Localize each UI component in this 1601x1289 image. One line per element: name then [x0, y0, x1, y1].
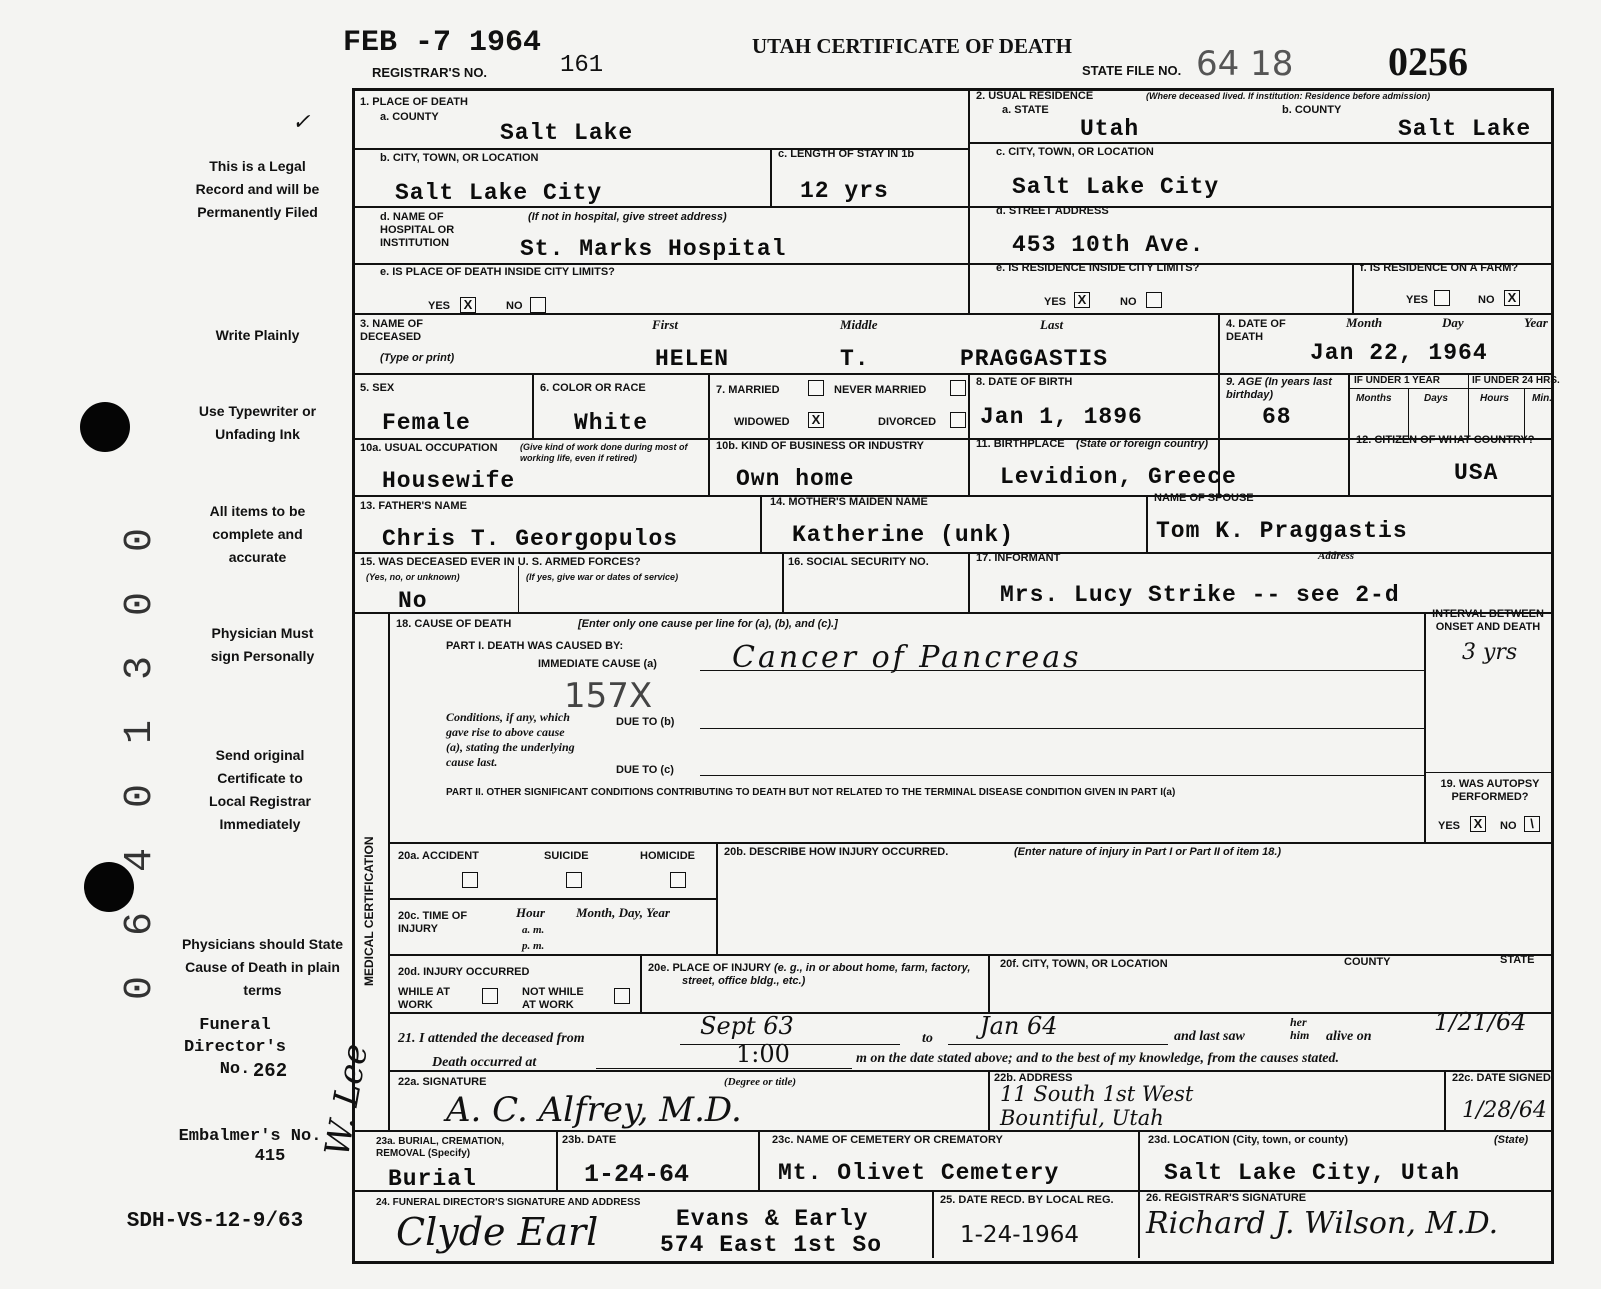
state-file-handwritten: 64 18 [1196, 44, 1294, 84]
injury-state-label: STATE [1500, 954, 1535, 966]
occupation-label: 10a. USUAL OCCUPATION [360, 442, 498, 454]
burial-date-value: 1-24-64 [584, 1160, 690, 1189]
attended-to-value: Jan 64 [980, 1012, 1058, 1040]
place-injury-note: (e. g., in or about home, farm, factory, street, office bldg., etc.) [682, 962, 971, 987]
county-label: a. COUNTY [380, 111, 439, 123]
injury-how-label: 20b. DESCRIBE HOW INJURY OCCURRED. [724, 846, 949, 858]
certificate-title: UTAH CERTIFICATE OF DEATH [752, 34, 1072, 58]
ssn-label: 16. SOCIAL SECURITY NO. [788, 556, 929, 568]
divider [968, 552, 970, 612]
farm-yes-checkbox[interactable] [1434, 290, 1450, 306]
citizen-label: 12. CITIZEN OF WHAT COUNTRY? [1356, 434, 1535, 446]
divider [352, 1190, 1551, 1192]
divider [388, 898, 716, 900]
date-of-death-value: Jan 22, 1964 [1310, 340, 1488, 366]
cemetery-value: Mt. Olivet Cemetery [778, 1160, 1060, 1186]
date-of-birth-value: Jan 1, 1896 [980, 404, 1143, 430]
age-label: 9. AGE (In years last birthday) [1226, 376, 1332, 401]
injury-occurred-label: 20d. INJURY OCCURRED [398, 966, 530, 978]
age-value: 68 [1262, 404, 1292, 430]
sidebar-physician-sign: Physician Must sign Personally [210, 625, 315, 664]
divider [532, 373, 534, 438]
name-deceased-label: 3. NAME OF DECEASED [360, 318, 423, 343]
attended-from-label: 21. I attended the deceased from [398, 1031, 585, 1046]
res-inside-no-checkbox[interactable] [1146, 292, 1162, 308]
inside-city-no-checkbox[interactable] [530, 297, 546, 313]
while-at-work-checkbox[interactable] [482, 988, 498, 1004]
date-of-death-label: 4. DATE OF DEATH [1226, 318, 1286, 343]
business-value: Own home [736, 466, 855, 492]
am-label: a. m. [522, 924, 545, 936]
days-label: Days [1424, 393, 1448, 404]
divider [1146, 495, 1148, 552]
armed-note-1: (Yes, no, or unknown) [366, 572, 460, 582]
sidebar-legal: This is a Legal Record and will be Permanently Filed [195, 158, 320, 220]
inside-city-yes-label: YES [428, 300, 451, 312]
divider [556, 1130, 558, 1190]
divider [1408, 388, 1409, 438]
hospital-note: (If not in hospital, give street address) [528, 211, 727, 223]
pm-label: p. m. [522, 940, 545, 952]
sidebar-send-original: Send original Certificate to Local Registrar Immediately [209, 747, 311, 832]
divider [988, 1070, 990, 1130]
divider [680, 1044, 900, 1045]
medical-certification-label: MEDICAL CERTIFICATION [362, 836, 376, 986]
registrar-no-label: REGISTRAR'S NO. [372, 65, 488, 80]
due-to-b-label: DUE TO (b) [616, 716, 675, 728]
divorced-label: DIVORCED [878, 416, 937, 428]
sex-label: 5. SEX [360, 382, 395, 394]
county-value: Salt Lake [500, 120, 634, 146]
vertical-file-number: 0 6 4 0 1 3 0 0 [118, 519, 163, 1000]
inside-city-yes-checkbox[interactable]: X [460, 297, 476, 313]
res-city-label: c. CITY, TOWN, OR LOCATION [996, 146, 1154, 158]
divider [948, 1044, 1168, 1045]
autopsy-yes-checkbox[interactable]: X [1470, 816, 1486, 832]
armed-forces-label: 15. WAS DECEASED EVER IN U. S. ARMED FORCES? [360, 556, 641, 568]
sidebar-embalmer-no: 415 [254, 1147, 286, 1166]
city-label: b. CITY, TOWN, OR LOCATION [380, 152, 539, 164]
date-recd-label: 25. DATE RECD. BY LOCAL REG. [940, 1194, 1114, 1206]
res-county-value: Salt Lake [1398, 116, 1532, 142]
funeral-home-name: Evans & Early [676, 1206, 869, 1232]
divider [518, 566, 519, 612]
middle-label: Middle [840, 317, 878, 332]
location-label: 23d. LOCATION (City, town, or county) [1148, 1134, 1349, 1146]
sidebar-write-plainly: Write Plainly [215, 327, 300, 343]
autopsy-label: 19. WAS AUTOPSY PERFORMED? [1440, 778, 1540, 803]
address-label: Address [1318, 550, 1355, 562]
res-city-value: Salt Lake City [1012, 174, 1220, 200]
conditions-label: Conditions, if any, which gave rise to above cause (a), stating the underlying cause last. [446, 710, 575, 769]
registrar-signature: Richard J. Wilson, M.D. [1146, 1206, 1499, 1241]
divider [388, 1070, 1551, 1072]
immediate-cause-label: IMMEDIATE CAUSE (a) [538, 658, 657, 670]
due-to-c-label: DUE TO (c) [616, 764, 674, 776]
father-value: Chris T. Georgopulos [382, 526, 679, 552]
alive-on-value: 1/21/64 [1434, 1008, 1527, 1036]
not-while-checkbox[interactable] [614, 988, 630, 1004]
farm-no-label: NO [1478, 294, 1495, 306]
res-state-value: Utah [1080, 116, 1140, 142]
street-label: d. STREET ADDRESS [996, 205, 1109, 217]
homicide-label: HOMICIDE [640, 850, 695, 862]
occupation-note: (Give kind of work done during most of working life, even if retired) [520, 442, 688, 463]
interval-label: INTERVAL BETWEEN ONSET AND DEATH [1432, 608, 1544, 633]
injury-how-note: (Enter nature of injury in Part I or Part II of item 18.) [1014, 846, 1282, 858]
spouse-label: NAME OF SPOUSE [1154, 492, 1254, 504]
sidebar-all-items: All items to be complete and accurate [209, 503, 306, 565]
divider [700, 775, 1424, 776]
date-recd-value: 1-24-1964 [960, 1222, 1080, 1248]
length-of-stay-value: 12 yrs [800, 178, 889, 204]
divider [708, 373, 710, 495]
never-married-checkbox[interactable] [950, 380, 966, 396]
signature-label: 22a. SIGNATURE [398, 1076, 487, 1088]
sidebar-physicians-should: Physicians should State Cause of Death in plain terms [181, 936, 344, 998]
informant-label: 17. INFORMANT [976, 552, 1061, 564]
while-at-work-label: WHILE AT WORK [398, 986, 450, 1011]
length-of-stay-label: c. LENGTH OF STAY IN 1b [778, 148, 915, 160]
divider [640, 954, 642, 1012]
location-value: Salt Lake City, Utah [1164, 1160, 1461, 1186]
res-inside-no-label: NO [1120, 296, 1137, 308]
farm-yes-label: YES [1406, 294, 1429, 306]
state-file-label: STATE FILE NO. [1082, 63, 1182, 78]
mother-label: 14. MOTHER'S MAIDEN NAME [770, 496, 928, 508]
street-value: 453 10th Ave. [1012, 232, 1205, 258]
death-occurred-label: Death occurred at [432, 1055, 537, 1070]
spouse-value: Tom K. Praggastis [1156, 518, 1408, 544]
divider [1348, 388, 1551, 389]
farm-label: f. IS RESIDENCE ON A FARM? [1360, 262, 1519, 274]
suicide-label: SUICIDE [544, 850, 589, 862]
under-1-year-label: IF UNDER 1 YEAR [1354, 375, 1440, 386]
divider [1352, 263, 1354, 313]
day-label: Day [1442, 315, 1464, 330]
divider [1138, 1130, 1140, 1258]
first-name-value: HELEN [655, 346, 730, 372]
divider [968, 88, 970, 313]
to-label: to [922, 1031, 933, 1046]
state-file-no: 0256 [1388, 39, 1468, 84]
autopsy-no-checkbox[interactable]: \ [1524, 816, 1540, 832]
divider [988, 954, 990, 1012]
divider [388, 842, 1551, 844]
divider [1444, 1070, 1446, 1130]
divider [932, 1190, 934, 1258]
divider [1424, 612, 1426, 842]
alive-on-label: alive on [1326, 1029, 1372, 1044]
divider [596, 1068, 852, 1069]
accident-label: 20a. ACCIDENT [398, 850, 479, 862]
cause-note: [Enter only one cause per line for (a), (b), and (c).] [578, 618, 838, 630]
cause-code: 157X [564, 676, 653, 716]
sidebar-funeral-director-label: Funeral Director's No. [183, 1016, 287, 1079]
divider [968, 373, 970, 495]
divider [1424, 772, 1551, 773]
sidebar-funeral-director-no: 262 [252, 1060, 288, 1082]
year-label: Year [1524, 315, 1548, 330]
date-signed-label: 22c. DATE SIGNED [1452, 1072, 1551, 1084]
armed-note-2: (If yes, give war or dates of service) [526, 572, 679, 582]
autopsy-no-label: NO [1500, 820, 1517, 832]
month-label: Month [1346, 315, 1383, 330]
birthplace-note: (State or foreign country) [1076, 438, 1209, 450]
injury-city-label: 20f. CITY, TOWN, OR LOCATION [1000, 958, 1168, 970]
state-paren-label: (State) [1494, 1134, 1529, 1146]
usual-residence-label: 2. USUAL RESIDENCE [976, 90, 1094, 102]
injury-county-label: COUNTY [1344, 956, 1391, 968]
min-label: Min. [1532, 393, 1552, 404]
last-saw-label: and last saw [1174, 1029, 1245, 1044]
date-stamp: FEB -7 1964 [343, 26, 542, 60]
not-while-label: NOT WHILE AT WORK [522, 986, 584, 1011]
autopsy-yes-label: YES [1438, 820, 1461, 832]
margin-check-mark: ✓ [292, 110, 311, 135]
her-him-label: her him [1290, 1015, 1310, 1042]
armed-forces-value: No [398, 588, 428, 614]
sidebar-form-number: SDH-VS-12-9/63 [126, 1210, 304, 1233]
divider [760, 495, 762, 552]
divorced-checkbox[interactable] [950, 412, 966, 428]
burial-date-label: 23b. DATE [562, 1134, 617, 1146]
suicide-checkbox[interactable] [566, 872, 582, 888]
funeral-sig-label: 24. FUNERAL DIRECTOR'S SIGNATURE AND ADDRESS [376, 1197, 641, 1208]
degree-label: (Degree or title) [724, 1076, 797, 1088]
hours-label: Hours [1480, 393, 1509, 404]
time-injury-label: 20c. TIME OF INJURY [398, 910, 468, 935]
registrar-sig-label: 26. REGISTRAR'S SIGNATURE [1146, 1192, 1307, 1204]
citizen-value: USA [1454, 460, 1499, 486]
divider [770, 148, 772, 206]
occupation-value: Housewife [382, 468, 516, 494]
sidebar-use-typewriter: Use Typewriter or Unfading Ink [198, 403, 317, 442]
part1-label: PART I. DEATH WAS CAUSED BY: [446, 640, 624, 652]
am-statement: m on the date stated above; and to the best of my knowledge, from the causes stated. [856, 1051, 1339, 1066]
date-of-birth-label: 8. DATE OF BIRTH [976, 376, 1073, 388]
divider [1348, 373, 1350, 495]
race-label: 6. COLOR OR RACE [540, 382, 646, 394]
first-label: First [652, 317, 679, 332]
months-label: Months [1356, 393, 1392, 404]
married-label: 7. MARRIED [716, 384, 780, 396]
divider [352, 552, 1551, 554]
last-label: Last [1040, 317, 1064, 332]
burial-value: Burial [388, 1166, 477, 1192]
divider [1468, 373, 1469, 438]
cemetery-label: 23c. NAME OF CEMETERY OR CREMATORY [772, 1134, 1003, 1146]
farm-no-checkbox[interactable]: X [1504, 290, 1520, 306]
mother-value: Katherine (unk) [792, 522, 1015, 548]
divider [716, 842, 718, 954]
informant-value: Mrs. Lucy Strike -- see 2-d [1000, 582, 1400, 608]
birthplace-label: 11. BIRTHPLACE [976, 438, 1065, 450]
burial-label: 23a. BURIAL, CREMATION, REMOVAL (Specify) [376, 1136, 505, 1159]
divider [1524, 388, 1525, 438]
hospital-label: d. NAME OF HOSPITAL OR INSTITUTION [380, 211, 455, 249]
homicide-checkbox[interactable] [670, 872, 686, 888]
last-name-value: PRAGGASTIS [960, 346, 1109, 372]
widowed-label: WIDOWED [734, 416, 790, 428]
divider [782, 552, 784, 612]
cause-label: 18. CAUSE OF DEATH [396, 618, 512, 630]
funeral-home-address: 574 East 1st So [660, 1232, 883, 1258]
usual-residence-note: (Where deceased lived. If institution: Residence before admission) [1146, 91, 1431, 101]
business-label: 10b. KIND OF BUSINESS OR INDUSTRY [716, 440, 925, 452]
interval-value: 3 yrs [1462, 640, 1518, 665]
divider [388, 1012, 1551, 1014]
birthplace-value: Levidion, Greece [1000, 464, 1237, 490]
hospital-value: St. Marks Hospital [520, 236, 787, 262]
type-or-print-label: (Type or print) [380, 352, 455, 364]
divider [352, 495, 1551, 497]
res-inside-city-label: e. IS RESIDENCE INSIDE CITY LIMITS? [996, 262, 1200, 274]
margin-signature: W. Lee [317, 1040, 377, 1160]
place-of-death-label: 1. PLACE OF DEATH [360, 96, 468, 108]
sidebar-embalmer-label: Embalmer's No. [178, 1127, 322, 1146]
never-married-label: NEVER MARRIED [834, 384, 927, 396]
middle-name-value: T. [840, 346, 870, 372]
divider [388, 612, 390, 1130]
physician-signature: A. C. Alfrey, M.D. [446, 1090, 742, 1130]
res-county-label: b. COUNTY [1282, 104, 1342, 116]
city-value: Salt Lake City [395, 180, 603, 206]
res-inside-yes-label: YES [1044, 296, 1067, 308]
res-inside-yes-checkbox[interactable]: X [1074, 292, 1090, 308]
divider [700, 728, 1424, 729]
divider [968, 142, 1551, 144]
widowed-checkbox[interactable]: X [808, 412, 824, 428]
sig-address-label: 22b. ADDRESS [994, 1072, 1073, 1084]
immediate-cause-value: Cancer of Pancreas [732, 640, 1082, 675]
accident-checkbox[interactable] [462, 872, 478, 888]
place-injury-label: 20e. PLACE OF INJURY [648, 962, 772, 974]
inside-city-no-label: NO [506, 300, 523, 312]
death-time-value: 1:00 [736, 1040, 790, 1068]
divider [352, 206, 1551, 208]
punch-hole-top [80, 402, 130, 452]
part2-label: PART II. OTHER SIGNIFICANT CONDITIONS CONTRIBUTING TO DEATH BUT NOT RELATED TO THE TERMINAL DISEASE CONDITION GIVEN IN PART I(a) [446, 787, 1176, 798]
divider [352, 1130, 1551, 1132]
married-checkbox[interactable] [808, 380, 824, 396]
date-signed-value: 1/28/64 [1462, 1098, 1547, 1123]
sig-address-value: 11 South 1st West Bountiful, Utah [1000, 1082, 1194, 1130]
hour-label: Hour [516, 905, 545, 920]
inside-city-label: e. IS PLACE OF DEATH INSIDE CITY LIMITS? [380, 266, 615, 278]
funeral-director-signature: Clyde Earl [396, 1210, 599, 1254]
divider [758, 1130, 760, 1190]
father-label: 13. FATHER'S NAME [360, 500, 467, 512]
attended-from-value: Sept 63 [700, 1012, 794, 1040]
under-24-hrs-label: IF UNDER 24 HRS. [1472, 375, 1560, 386]
mdy-label: Month, Day, Year [576, 905, 670, 920]
res-state-label: a. STATE [1002, 104, 1049, 116]
divider [352, 612, 1551, 614]
sex-value: Female [382, 410, 471, 436]
race-value: White [574, 410, 649, 436]
registrar-no: 161 [560, 52, 604, 79]
